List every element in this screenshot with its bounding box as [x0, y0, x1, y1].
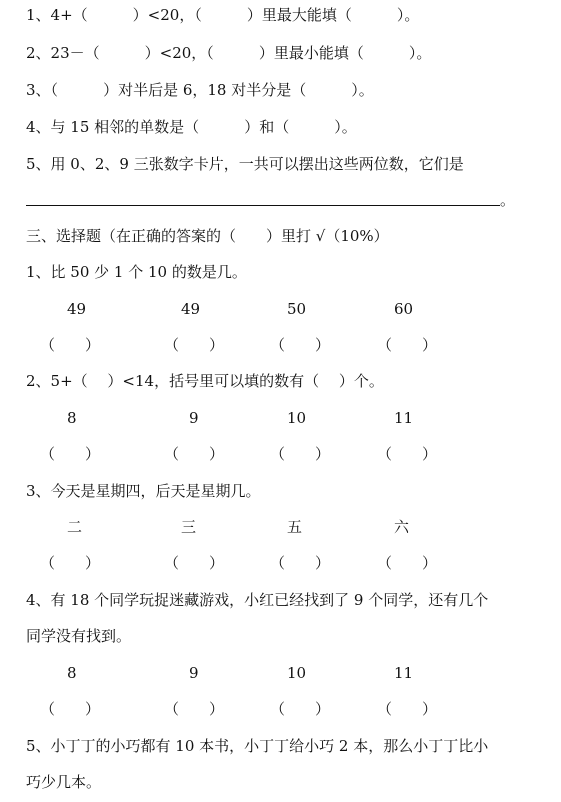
- option-label: 二: [67, 518, 83, 536]
- choice-question-5-line2: 巧少几本。: [26, 773, 102, 791]
- answer-paren[interactable]: （ ）: [164, 700, 225, 718]
- answer-blank[interactable]: [364, 44, 409, 62]
- section-heading: 三、选择题（在正确的答案的（ ）里打 √（10%）: [26, 227, 389, 245]
- answer-paren[interactable]: （ ）: [377, 554, 438, 572]
- q1-mid2: ）里最大能填（: [246, 6, 352, 24]
- answer-paren[interactable]: （ ）: [377, 445, 438, 463]
- option-label: 9: [189, 409, 199, 427]
- choice-question-1: 1、比 50 少 1 个 10 的数是几。: [26, 263, 247, 281]
- option-label: 三: [181, 518, 197, 536]
- answer-paren[interactable]: （ ）: [270, 445, 331, 463]
- choice-question-4-line1: 4、有 18 个同学玩捉迷藏游戏，小红已经找到了 9 个同学，还有几个: [26, 591, 489, 609]
- choice-question-5-line1: 5、小丁丁的小巧都有 10 本书，小丁丁给小巧 2 本，那么小丁丁比小: [26, 737, 489, 755]
- q2-suffix: ）。: [408, 44, 432, 62]
- option-label: 六: [394, 518, 410, 536]
- q3-suffix: ）。: [351, 81, 374, 99]
- option-label: 11: [394, 664, 414, 682]
- answer-paren[interactable]: （ ）: [40, 445, 101, 463]
- option-label: 50: [287, 300, 307, 318]
- option-label: 49: [181, 300, 201, 318]
- answer-paren[interactable]: （ ）: [270, 554, 331, 572]
- option-label: 9: [189, 664, 199, 682]
- answer-paren[interactable]: （ ）: [40, 336, 101, 354]
- option-label: 10: [287, 664, 307, 682]
- question-1-line: [26, 5, 419, 25]
- q5-text: 5、用 0、2、9 三张数字卡片，一共可以摆出这些两位数，它们是: [26, 155, 464, 173]
- answer-blank[interactable]: [306, 81, 351, 99]
- answer-paren[interactable]: （ ）: [270, 700, 331, 718]
- answer-paren[interactable]: （ ）: [40, 554, 101, 572]
- answer-paren[interactable]: （ ）: [377, 336, 438, 354]
- answer-blank[interactable]: [88, 6, 133, 24]
- option-label: 60: [394, 300, 414, 318]
- option-label: 10: [287, 409, 307, 427]
- q5-end-mark: 。: [500, 191, 516, 209]
- answer-paren[interactable]: （ ）: [164, 336, 225, 354]
- answer-paren[interactable]: （ ）: [164, 554, 225, 572]
- choice-question-4-line2: 同学没有找到。: [26, 627, 132, 645]
- answer-blank[interactable]: [58, 81, 103, 99]
- answer-blank[interactable]: [202, 6, 247, 24]
- option-label: 8: [67, 409, 77, 427]
- q2-mid1: ）<20，（: [144, 44, 214, 62]
- option-label: 49: [67, 300, 87, 318]
- q2-prefix: 2、23－（: [26, 44, 100, 62]
- q4-mid1: ）和（: [244, 118, 290, 136]
- answer-underline[interactable]: [26, 205, 500, 206]
- answer-paren[interactable]: （ ）: [270, 336, 331, 354]
- question-4-line: [26, 117, 357, 137]
- choice-question-3: 3、今天是星期四，后天是星期几。: [26, 482, 261, 500]
- option-label: 8: [67, 664, 77, 682]
- q1-prefix: 1、4+（: [26, 6, 88, 24]
- answer-blank[interactable]: [100, 44, 145, 62]
- q4-prefix: 4、与 15 相邻的单数是（: [26, 118, 200, 136]
- answer-blank[interactable]: [352, 6, 397, 24]
- answer-blank[interactable]: [199, 118, 244, 136]
- answer-blank[interactable]: [214, 44, 259, 62]
- answer-blank[interactable]: [289, 118, 334, 136]
- q3-prefix: 3、（: [26, 81, 59, 99]
- question-5-line: [26, 154, 464, 174]
- q3-mid1: ）对半后是 6，18 对半分是（: [103, 81, 307, 99]
- answer-paren[interactable]: （ ）: [40, 700, 101, 718]
- question-2-line: [26, 43, 431, 63]
- answer-paren[interactable]: （ ）: [377, 700, 438, 718]
- q1-mid1: ）<20，（: [132, 6, 202, 24]
- option-label: 五: [287, 518, 303, 536]
- option-label: 11: [394, 409, 414, 427]
- q2-mid2: ）里最小能填（: [258, 44, 364, 62]
- q1-suffix: ）。: [396, 6, 420, 24]
- q4-suffix: ）。: [334, 118, 357, 136]
- choice-question-2: 2、5+（ ）<14，括号里可以填的数有（ ）个。: [26, 372, 384, 390]
- answer-paren[interactable]: （ ）: [164, 445, 225, 463]
- question-3-line: [26, 80, 374, 100]
